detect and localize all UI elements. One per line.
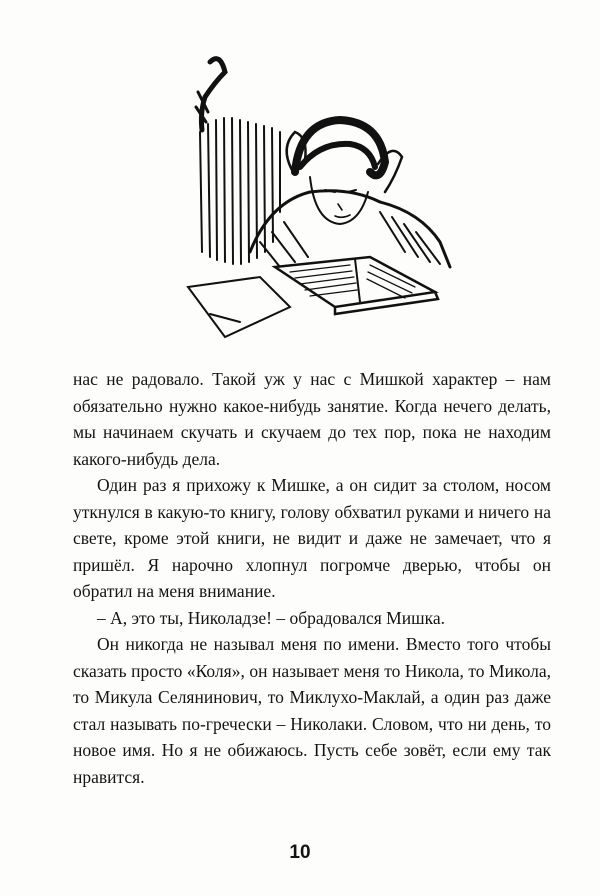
page-number: 10 bbox=[289, 842, 311, 863]
paragraph-1: нас не радовало. Такой уж у нас с Мишкой характер – нам обязательно нужно какое-нибудь занятие. Когда нечего делать, мы начинаем скучать и скучаем до тех пор, пока не находим какого-нибудь дела. bbox=[73, 369, 551, 469]
paragraph-4: Он никогда не называл меня по имени. Вместо того чтобы сказать просто «Коля», он называет меня то Никола, то Микола, то Микула Селянинович, то Миклухо-Маклай, а один раз даже стал называть по-гречески – Николаки. Словом, что ни день, то новое имя. Но я не обижаюсь. Пусть себе зовёт, если ему так нравится. bbox=[73, 634, 551, 787]
body-text bbox=[73, 366, 551, 790]
paragraph-3: – А, это ты, Николадзе! – обрадовался Мишка. bbox=[97, 607, 445, 628]
illustration-drawing bbox=[180, 52, 470, 352]
boy-reading-illustration bbox=[180, 52, 470, 352]
paragraph-2: Один раз я прихожу к Мишке, а он сидит за столом, носом уткнулся в какую-то книгу, голову обхватил руками и ничего на свете, кроме этой книги, не видит и даже не замечает, что я пришёл. Я нарочно хлопнул погромче дверью, чтобы он обратил на меня внимание. bbox=[73, 475, 551, 601]
